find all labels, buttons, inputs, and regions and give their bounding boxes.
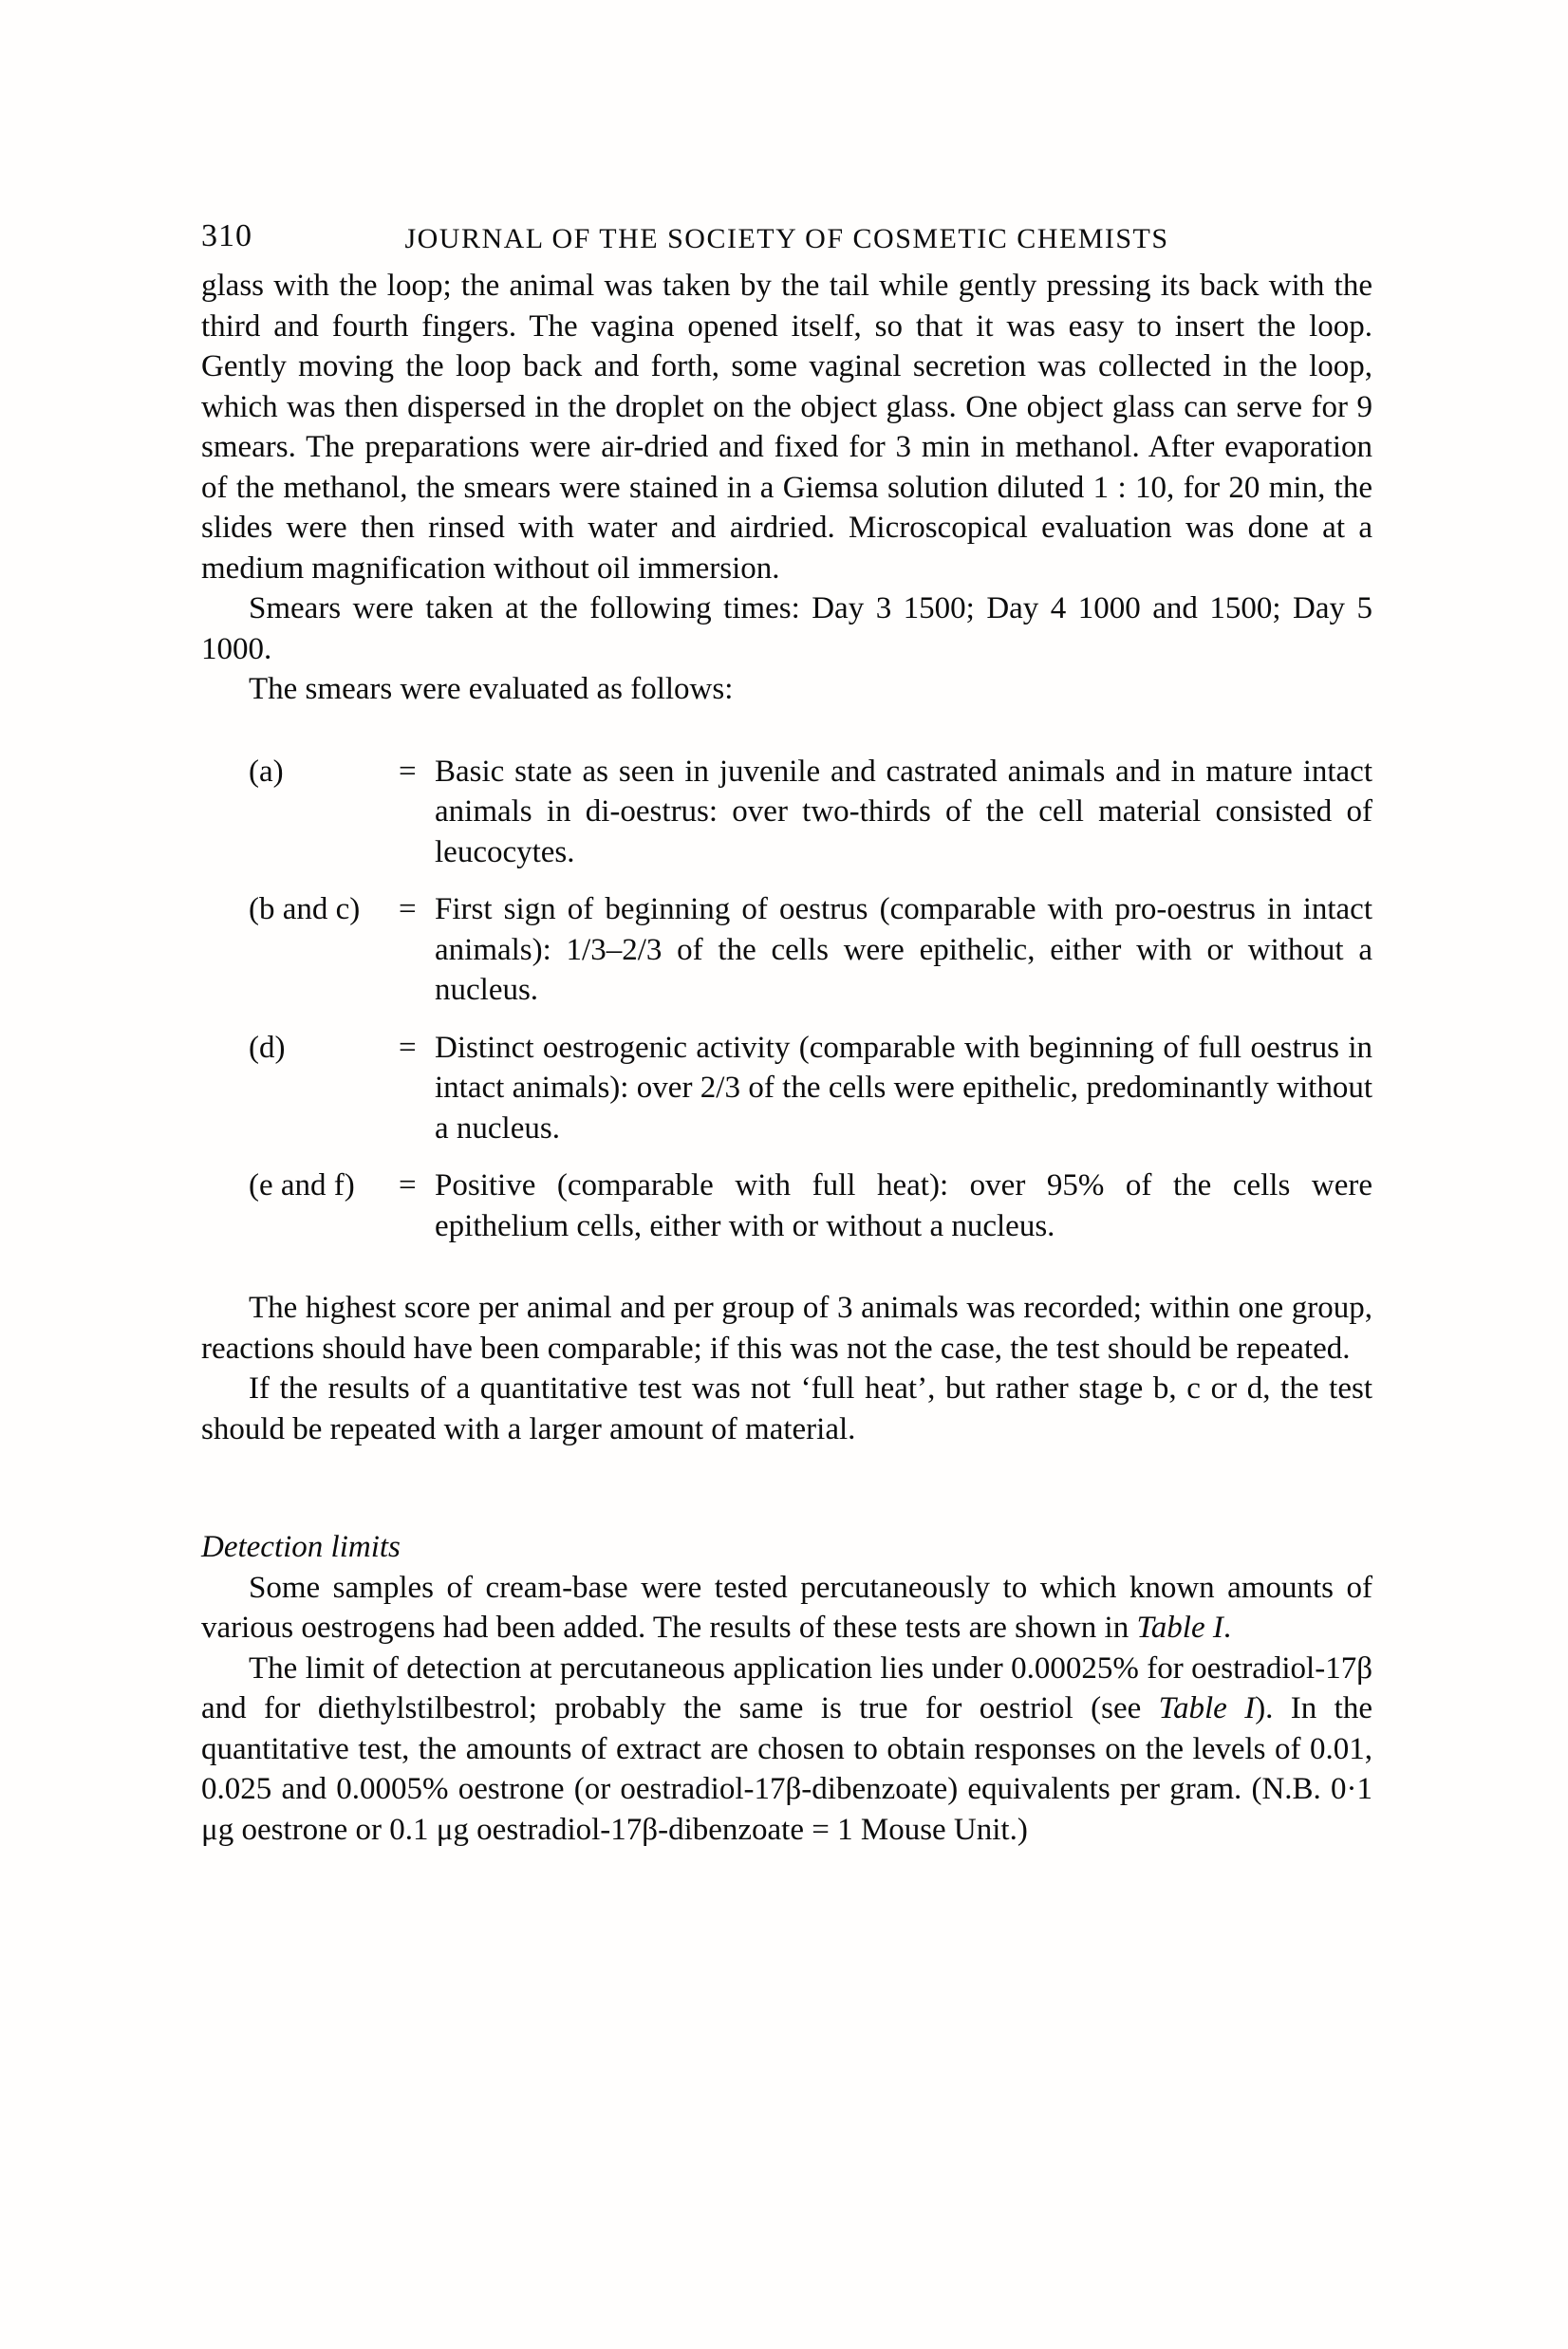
- equals-sign: =: [399, 754, 417, 789]
- definition-text-b-and-c: First sign of beginning of oestrus (comparable with pro-oestrus in intact animals): 1/3–2/3 of the cells were epithelic, either with or without a nucleus.: [435, 892, 1372, 1007]
- paragraph-detection-limit-end: ). In the quantitative test, the amounts of extract are chosen to obtain responses on the levels of 0.01, 0.025 and 0.0005% oestrone (or oestradiol-17β-dibenzoate) equivalents per gram. (N.B. 0·1 μg oestrone or 0.1 μg oestradiol-17β-dibenzoate = 1 Mouse Unit.): [201, 1691, 1372, 1847]
- definition-item-e-and-f: [201, 1165, 1372, 1246]
- definition-label-d: (d): [249, 1030, 286, 1065]
- page-number: 310: [201, 218, 252, 253]
- page-header: [201, 216, 1372, 258]
- definition-item-a: [201, 752, 1372, 873]
- definition-label-b-and-c: (b and c): [249, 892, 361, 926]
- paragraph-smear-procedure: glass with the loop; the animal was taken by the tail while gently pressing its back with the third and fourth fingers. The vagina opened itself, so that it was easy to insert the loop. Gently moving the loop back and forth, some vaginal secretion was collected in the loop, which was then dispersed in the droplet on the object glass. One object glass can serve for 9 smears. The preparations were air-dried and fixed for 3 min in methanol. After evaporation of the methanol, the smears were stained in a Giemsa solution diluted 1 : 10, for 20 min, the slides were then rinsed with water and airdried. Microscopical evaluation was done at a medium magnification without oil immersion.: [201, 269, 1372, 586]
- table-reference: Table I: [1158, 1691, 1256, 1725]
- page-content: [201, 216, 1372, 1850]
- paragraph-smear-times: Smears were taken at the following times: Day 3 1500; Day 4 1000 and 1500; Day 5 1000.: [201, 591, 1372, 666]
- definition-text-e-and-f: Positive (comparable with full heat): over 95% of the cells were epithelium cells, either with or without a nucleus.: [435, 1168, 1372, 1243]
- section-heading-detection-limits: Detection limits: [201, 1530, 401, 1564]
- paragraph-highest-score: The highest score per animal and per group of 3 animals was recorded; within one group, reactions should have been comparable; if this was not the case, the test should be repeated.: [201, 1291, 1372, 1366]
- definition-text-d: Distinct oestrogenic activity (comparable with beginning of full oestrus in intact animals): over 2/3 of the cells were epithelic, predominantly without a nucleus.: [435, 1030, 1372, 1146]
- journal-title: JOURNAL OF THE SOCIETY OF COSMETIC CHEMISTS: [404, 223, 1169, 254]
- equals-sign: =: [399, 1168, 417, 1202]
- definition-label-a: (a): [249, 754, 284, 789]
- paragraph-detection-limit-values: [201, 1649, 1372, 1851]
- evaluation-scale-list: [201, 752, 1372, 1247]
- table-reference: Table I: [1136, 1611, 1223, 1645]
- definition-item-b-and-c: [201, 889, 1372, 1011]
- definition-text-a: Basic state as seen in juvenile and castrated animals and in mature intact animals in di-oestrus: over two-thirds of the cell material consisted of leucocytes.: [435, 754, 1372, 869]
- paragraph-evaluation-intro: The smears were evaluated as follows:: [249, 672, 734, 706]
- paragraph-cream-base-tests: [201, 1568, 1372, 1649]
- definition-item-d: [201, 1028, 1372, 1149]
- paragraph-detection-limit-text: The limit of detection at percutaneous application lies under 0.00025% for oestradiol-17β and for diethylstilbestrol; probably the same is true for oestriol (see: [201, 1650, 1372, 1725]
- paragraph-cream-base-tests-end: .: [1223, 1611, 1232, 1645]
- equals-sign: =: [399, 1030, 417, 1065]
- equals-sign: =: [399, 892, 417, 926]
- paragraph-repeat-test: If the results of a quantitative test was not ‘full heat’, but rather stage b, c or d, the test should be repeated with a larger amount of material.: [201, 1371, 1372, 1446]
- definition-label-e-and-f: (e and f): [249, 1168, 355, 1202]
- paragraph-cream-base-tests-text: Some samples of cream-base were tested percutaneously to which known amounts of various oestrogens had been added. The results of these tests are shown in: [201, 1570, 1372, 1645]
